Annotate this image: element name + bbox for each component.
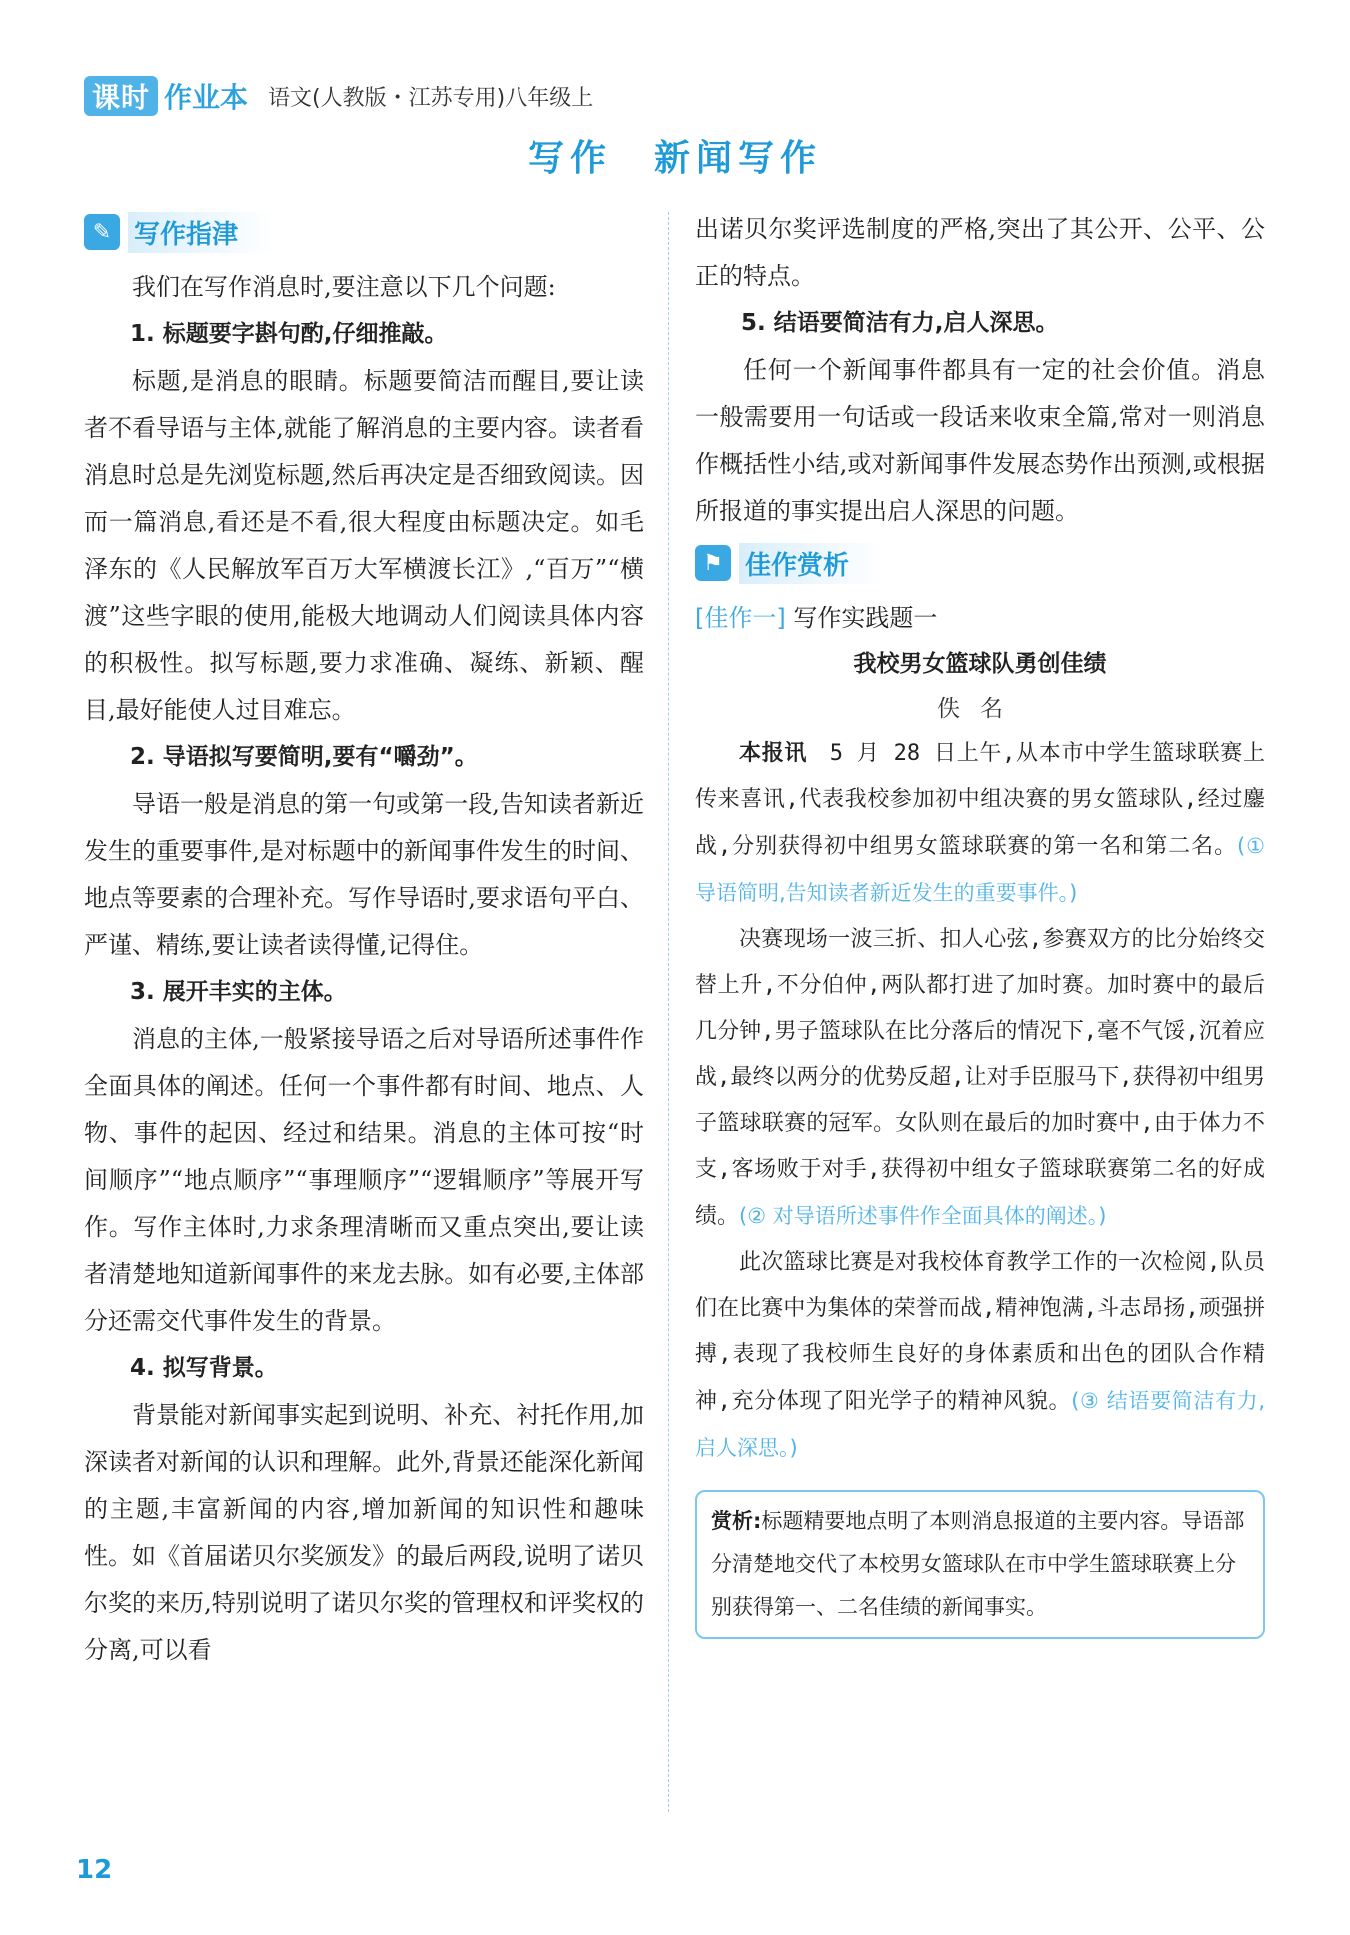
flag-icon: ⚑ (695, 545, 731, 581)
showcase-section-title: 佳作赏析 (739, 543, 885, 584)
annotation-3: (③ 结语要简洁有力,启人深思。) (695, 1389, 1265, 1460)
guide-paragraph-1: 标题,是消息的眼睛。标题要简洁而醒目,要让读者不看导语与主体,就能了解消息的主要内容。读者看消息时总是先浏览标题,然后再决定是否细致阅读。因而一篇消息,看还是不看,很大程度由标题决定。如毛泽东的《人民解放军百万大军横渡长江》,“百万”“横渡”这些字眼的使用,能极大地调动人们阅读具体内容的积极性。拟写标题,要力求准确、凝练、新颖、醒目,最好能使人过目难忘。 (84, 367, 644, 724)
guide-paragraph-4: 背景能对新闻事实起到说明、补充、衬托作用,加深读者对新闻的认识和理解。此外,背景还能深化新闻的主题,丰富新闻的内容,增加新闻的知识性和趣味性。如《首届诺贝尔奖颁发》的最后两段,说明了诺贝尔奖的来历,特别说明了诺贝尔奖的管理权和评奖权的分离,可以看 (84, 1401, 644, 1664)
guide-paragraph-2: 导语一般是消息的第一句或第一段,告知读者新近发生的重要事件,是对标题中的新闻事件发生的时间、地点等要素的合理补充。写作导语时,要求语句平白、严谨、精练,要让读者读得懂,记得住。 (84, 790, 644, 959)
annotation-1: (① 导语简明,告知读者新近发生的重要事件。) (695, 834, 1265, 905)
guide-paragraph-5: 任何一个新闻事件都具有一定的社会价值。消息一般需要用一句话或一段话来收束全篇,常对一则消息作概括性小结,或对新闻事件发展态势作出预测,或根据所报道的事实提出启人深思的问题。 (695, 356, 1265, 525)
guide-intro: 我们在写作消息时,要注意以下几个问题: (132, 273, 556, 301)
article-body (695, 917, 1265, 1240)
appraisal-body: 标题精要地点明了本则消息报道的主要内容。导语部分清楚地交代了本校男女篮球队在市中学生篮球联赛上分别获得第一、二名佳绩的新闻事实。 (711, 1509, 1245, 1619)
article-lead-text: 5 月 28 日上午,从本市中学生篮球联赛上传来喜讯,代表我校参加初中组决赛的男女篮球队,经过鏖战,分别获得初中组男女篮球联赛的第一名和第二名。 (695, 741, 1265, 859)
showcase-tag-line (695, 595, 1265, 641)
page-number: 12 (76, 1855, 113, 1885)
article-title: 我校男女篮球队勇创佳绩 (853, 651, 1107, 677)
appraisal-box (695, 1490, 1265, 1639)
article-lead (695, 731, 1265, 917)
brand-logo-text: 作业本 (164, 81, 249, 114)
guide-section-header (84, 210, 644, 254)
showcase-tag: [佳作一] (695, 604, 786, 632)
header (84, 72, 593, 120)
page-title: 写作 新闻写作 (527, 138, 822, 179)
guide-point-2: 2. 导语拟写要简明,要有“嚼劲”。 (130, 744, 478, 770)
guide-section-title: 写作指津 (128, 212, 274, 253)
guide-point-1: 1. 标题要字斟句酌,仔细推敲。 (130, 321, 448, 347)
article-ending-text: 此次篮球比赛是对我校体育教学工作的一次检阅,队员们在比赛中为集体的荣誉而战,精神饱满,斗志昂扬,顽强拼搏,表现了我校师生良好的身体素质和出色的团队合作精神,充分体现了阳光学子的精神风貌。 (695, 1250, 1265, 1414)
column-divider (668, 212, 669, 1812)
article-author: 佚名 (937, 696, 1023, 722)
article-lead-label: 本报讯 (739, 741, 808, 766)
right-column (695, 206, 1265, 1639)
guide-point-3: 3. 展开丰实的主体。 (130, 979, 347, 1005)
article-ending (695, 1240, 1265, 1472)
guide-point-4: 4. 拟写背景。 (130, 1355, 278, 1381)
guide-paragraph-4-continued: 出诺贝尔奖评选制度的严格,突出了其公开、公平、公正的特点。 (695, 215, 1265, 290)
brand-logo: 课时 (84, 76, 158, 116)
article-body-text: 决赛现场一波三折、扣人心弦,参赛双方的比分始终交替上升,不分伯仲,两队都打进了加时赛。加时赛中的最后几分钟,男子篮球队在比分落后的情况下,毫不气馁,沉着应战,最终以两分的优势反超,让对手臣服马下,获得初中组男子篮球联赛的冠军。女队则在最后的加时赛中,由于体力不支,客场败于对手,获得初中组女子篮球联赛第二名的好成绩。 (695, 927, 1265, 1229)
showcase-section-header (695, 541, 1265, 585)
showcase-tag-text: 写作实践题一 (793, 604, 938, 632)
appraisal-label: 赏析: (711, 1509, 762, 1533)
annotation-2: (② 对导语所述事件作全面具体的阐述。) (739, 1204, 1107, 1228)
appraisal-text (711, 1500, 1249, 1629)
guide-point-5: 5. 结语要简洁有力,启人深思。 (741, 310, 1059, 336)
subject-line: 语文(人教版・江苏专用)八年级上 (268, 85, 594, 111)
left-column (84, 210, 644, 1674)
sample-article (695, 641, 1265, 1472)
pencil-icon: ✎ (84, 214, 120, 250)
guide-paragraph-3: 消息的主体,一般紧接导语之后对导语所述事件作全面具体的阐述。任何一个事件都有时间、地点、人物、事件的起因、经过和结果。消息的主体可按“时间顺序”“地点顺序”“事理顺序”“逻辑顺序”等展开写作。写作主体时,力求条理清晰而又重点突出,要让读者清楚地知道新闻事件的来龙去脉。如有必要,主体部分还需交代事件发生的背景。 (84, 1025, 644, 1335)
